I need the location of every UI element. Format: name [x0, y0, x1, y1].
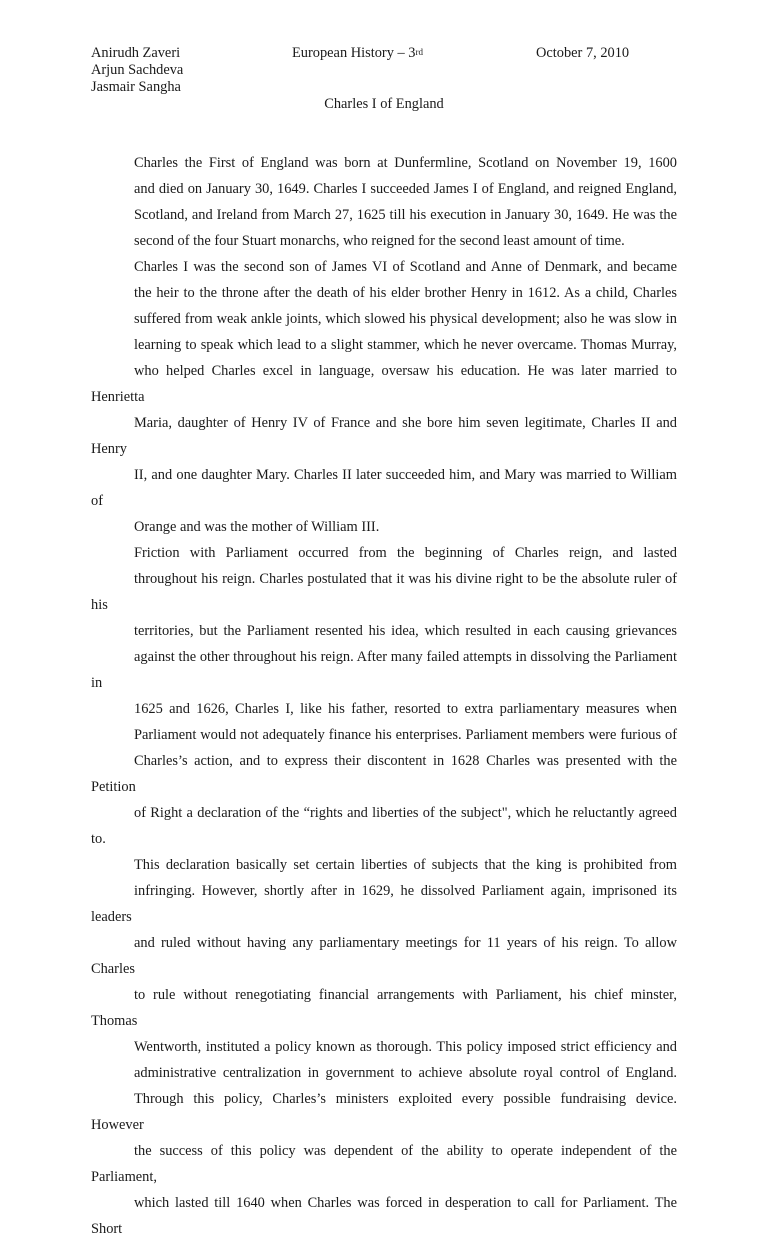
paragraph-line: which lasted till 1640 when Charles was forced in desperation to call for Parliament. The Short — [91, 1195, 677, 1237]
paragraph-line: 1625 and 1626, Charles I, like his father, resorted to extra parliamentary measures when — [134, 701, 677, 717]
course-period-suffix: rd — [415, 47, 423, 57]
document-date: October 7, 2010 — [536, 45, 630, 61]
paragraph-line: to rule without renegotiating financial arrangements with Parliament, his chief minster, Thomas — [91, 987, 677, 1029]
paragraph-line: Charles I was the second son of James VI of Scotland and Anne of Denmark, and became — [134, 259, 677, 275]
document-body — [91, 150, 677, 1242]
author-name: Anirudh Zaveri — [91, 45, 181, 61]
paragraph-line: and died on January 30, 1649. Charles I succeeded James I of England, and reigned England, — [134, 181, 677, 197]
body-paragraph — [91, 254, 677, 540]
course-label — [292, 45, 423, 63]
paragraph-line: and ruled without having any parliamentary meetings for 11 years of his reign. To allow Charles — [91, 935, 677, 977]
paragraph-line: Maria, daughter of Henry IV of France and she bore him seven legitimate, Charles II and Henry — [91, 415, 677, 457]
course-name: European History – 3 — [292, 45, 416, 61]
paragraph-line: This declaration basically set certain liberties of subjects that the king is prohibited from — [134, 857, 677, 873]
paragraph-line: Charles the First of England was born at Dunfermline, Scotland on November 19, 1600 — [134, 155, 677, 171]
author-list — [91, 45, 183, 96]
document-title: Charles I of England — [324, 96, 444, 112]
paragraph-line: suffered from weak ankle joints, which slowed his physical development; also he was slow in — [134, 311, 677, 327]
paragraph-line: Orange and was the mother of William III. — [134, 519, 380, 535]
paragraph-line: II, and one daughter Mary. Charles II later succeeded him, and Mary was married to William of — [91, 467, 677, 509]
author-name: Jasmair Sangha — [91, 79, 181, 95]
paragraph-line: Through this policy, Charles’s ministers exploited every possible fundraising device. However — [91, 1091, 677, 1133]
body-paragraph — [91, 540, 677, 1242]
paragraph-line: Friction with Parliament occurred from the beginning of Charles reign, and lasted — [134, 545, 677, 561]
paragraph-line: infringing. However, shortly after in 1629, he dissolved Parliament again, imprisoned its leaders — [91, 883, 677, 925]
body-paragraph — [91, 150, 677, 254]
paragraph-line: Wentworth, instituted a policy known as thorough. This policy imposed strict efficiency and — [134, 1039, 677, 1055]
paragraph-line: of Right a declaration of the “rights and liberties of the subject", which he reluctantly agreed to. — [91, 805, 677, 847]
paragraph-line: administrative centralization in government to achieve absolute royal control of England. — [134, 1065, 677, 1081]
paragraph-line: who helped Charles excel in language, oversaw his education. He was later married to Henrietta — [91, 363, 677, 405]
paragraph-line: throughout his reign. Charles postulated that it was his divine right to be the absolute ruler of his — [91, 571, 677, 613]
paragraph-line: territories, but the Parliament resented his idea, which resulted in each causing grievances — [134, 623, 677, 639]
paragraph-line: against the other throughout his reign. After many failed attempts in dissolving the Parliament in — [91, 649, 677, 691]
paragraph-line: Scotland, and Ireland from March 27, 1625 till his execution in January 30, 1649. He was the — [134, 207, 677, 223]
paragraph-line: the heir to the throne after the death of his elder brother Henry in 1612. As a child, Charles — [134, 285, 677, 301]
author-name: Arjun Sachdeva — [91, 62, 184, 78]
paragraph-line: Parliament would not adequately finance his enterprises. Parliament members were furious of — [134, 727, 677, 743]
paragraph-line: learning to speak which lead to a slight stammer, which he never overcame. Thomas Murray, — [134, 337, 677, 353]
paragraph-line: Charles’s action, and to express their discontent in 1628 Charles was presented with the Petition — [91, 753, 677, 795]
paragraph-line: the success of this policy was dependent of the ability to operate independent of the Parliament, — [91, 1143, 677, 1185]
paragraph-line: second of the four Stuart monarchs, who reigned for the second least amount of time. — [134, 233, 625, 249]
